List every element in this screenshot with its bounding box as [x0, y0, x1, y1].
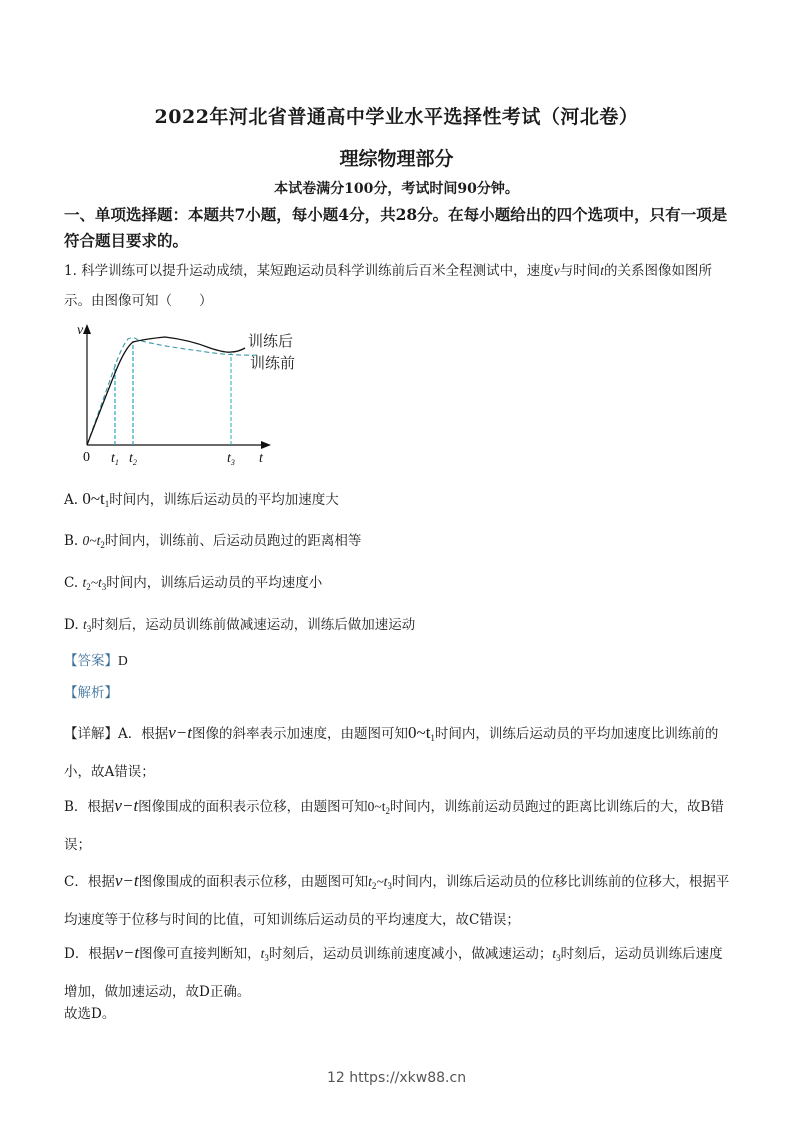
- detail-label: 【详解】: [64, 726, 118, 742]
- analysis-label: 【解析】: [64, 685, 118, 701]
- t-axis-arrow-icon: [261, 441, 271, 449]
- exam-subtitle: 理综物理部分: [339, 148, 454, 170]
- section-heading: 一、单项选择题：本题共7小题，每小题4分，共28分。在每小题给出的四个选项中，只有一项是符合题目要求的。: [64, 205, 728, 250]
- exam-note: 本试卷满分100分，考试时间90分钟。: [274, 181, 519, 197]
- t1-label: $t_1$: [111, 451, 119, 467]
- exam-title: 2022年河北省普通高中学业水平选择性考试（河北卷）: [154, 106, 639, 128]
- v-axis-arrow-icon: [83, 324, 91, 334]
- t3-label: $t_3$: [227, 451, 235, 467]
- after-training-curve: [87, 337, 245, 445]
- question-number: 1.: [64, 263, 77, 279]
- explanation-c: C．根据v−t图像围成的面积表示位移，由题图可知$t_2\sim t_3$时间内，训练后运动员的位移比训练前的位移大，根据平均速度等于位移与时间的比值，可知训练后运动员的平均速度大，故C错误；: [64, 871, 730, 928]
- page-footer[interactable]: 12 https://xkw88.cn: [326, 1070, 467, 1086]
- answer-value: D: [118, 653, 128, 668]
- analysis-line: [64, 683, 736, 703]
- explanation-a: 【详解】A．根据v−t图像的斜率表示加速度，由题图可知$0\sim t_1$时间内，训练后运动员的平均加速度比训练前的小，故A错误；: [64, 723, 719, 780]
- question-stem: 1. 科学训练可以提升运动成绩，某短跑运动员科学训练前后百米全程测试中，速度v与时间t的关系图像如图所示。由图像可知（ ）: [64, 263, 712, 309]
- option-b[interactable]: B. $0\sim t_2$时间内，训练前、后运动员跑过的距离相等: [64, 533, 362, 550]
- before-training-curve: [87, 338, 260, 445]
- conclusion: 故选D。: [64, 1006, 116, 1022]
- t-axis-label: t: [259, 451, 263, 466]
- answer-label: 【答案】: [64, 653, 118, 669]
- legend-before: 训练前: [250, 354, 296, 372]
- option-a[interactable]: A. $0\sim t_1$时间内，训练后运动员的平均加速度大: [64, 489, 339, 509]
- answer-line: [64, 651, 736, 671]
- origin-label: 0: [83, 450, 90, 465]
- explanation-b: B．根据v−t图像围成的面积表示位移，由题图可知$0\sim t_2$时间内，训练前运动员跑过的距离比训练后的大，故B错误；: [64, 796, 724, 853]
- legend-after: 训练后: [248, 332, 294, 350]
- explanation-d: D．根据v−t图像可直接判断知，$t_3$时刻后，运动员训练前速度减小，做减速运动；$t_3$时刻后，运动员训练后速度增加，做加速运动，故D正确。: [64, 943, 723, 1000]
- option-d[interactable]: D. $t_3$时刻后，运动员训练前做减速运动，训练后做加速运动: [64, 617, 416, 634]
- v-axis-label: v: [77, 323, 84, 338]
- t2-label: $t_2$: [129, 451, 137, 467]
- option-c[interactable]: C. $t_2\sim t_3$时间内，训练后运动员的平均速度小: [64, 575, 323, 592]
- vt-graph: [70, 318, 310, 470]
